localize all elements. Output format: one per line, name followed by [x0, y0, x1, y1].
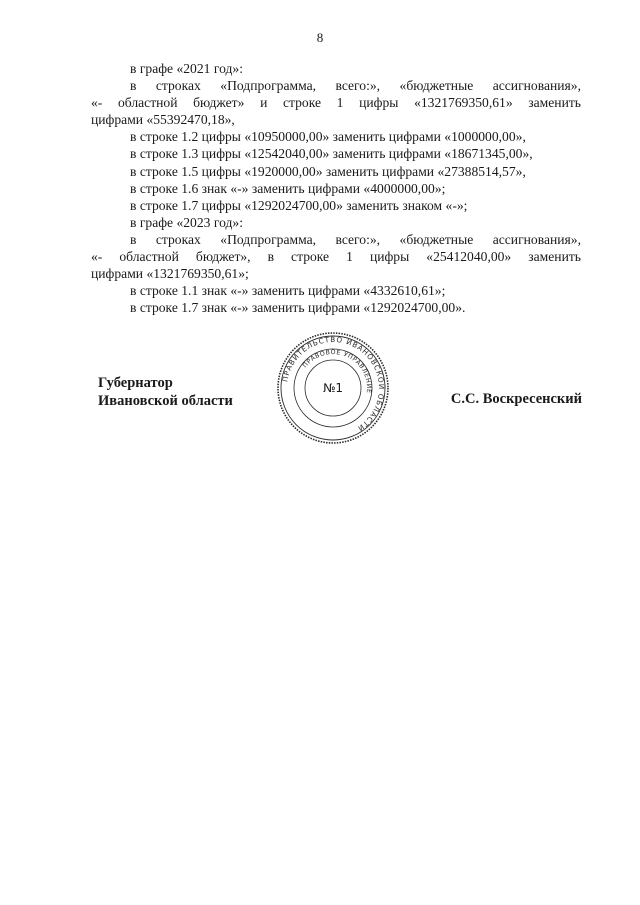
- page-number: 8: [316, 30, 324, 45]
- signatory-title-line: Ивановской области: [98, 393, 233, 409]
- document-body: [91, 60, 581, 316]
- text-line: в строке 1.7 знак «-» заменить цифрами «1292024700,00».: [130, 300, 466, 316]
- seal-ring-text: ПРАВИТЕЛЬСТВО ИВАНОВСКОЙ ОБЛАСТИ: [280, 334, 387, 434]
- seal-inner-ring-text: ПРАВОВОЕ УПРАВЛЕНИЕ: [301, 348, 373, 394]
- text-line: в строке 1.3 цифры «12542040,00» заменить цифрами «18671345,00»,: [130, 146, 533, 162]
- text-line: в строке 1.7 цифры «1292024700,00» заменить знаком «-»;: [130, 197, 468, 213]
- text-line: в строке 1.1 знак «-» заменить цифрами «4332610,61»;: [130, 283, 446, 299]
- text-line: в строке 1.5 цифры «1920000,00» заменить цифрами «27388514,57»,: [130, 163, 526, 179]
- signatory-title: [98, 374, 233, 410]
- text-line: в строках «Подпрограмма, всего:», «бюджетные ассигнования»,: [130, 78, 581, 94]
- text-line: в графе «2023 год»:: [130, 214, 243, 230]
- text-line: цифрами «55392470,18»,: [91, 112, 235, 128]
- text-line: в графе «2021 год»:: [130, 61, 243, 76]
- text-line: цифрами «1321769350,61»;: [91, 266, 249, 282]
- text-line: «- областной бюджет» и строке 1 цифры «1321769350,61» заменить: [91, 95, 581, 111]
- signatory-name: С.С. Воскресенский: [450, 391, 582, 407]
- signature-block: [98, 374, 582, 414]
- text-line: «- областной бюджет», в строке 1 цифры «25412040,00» заменить: [91, 249, 581, 265]
- text-line: в строках «Подпрограмма, всего:», «бюджетные ассигнования»,: [130, 231, 581, 247]
- seal-number: №1: [322, 381, 344, 395]
- signatory-title-line: Губернатор: [98, 375, 173, 391]
- text-line: в строке 1.2 цифры «10950000,00» заменить цифрами «1000000,00»,: [130, 129, 526, 145]
- text-line: в строке 1.6 знак «-» заменить цифрами «4000000,00»;: [130, 180, 446, 196]
